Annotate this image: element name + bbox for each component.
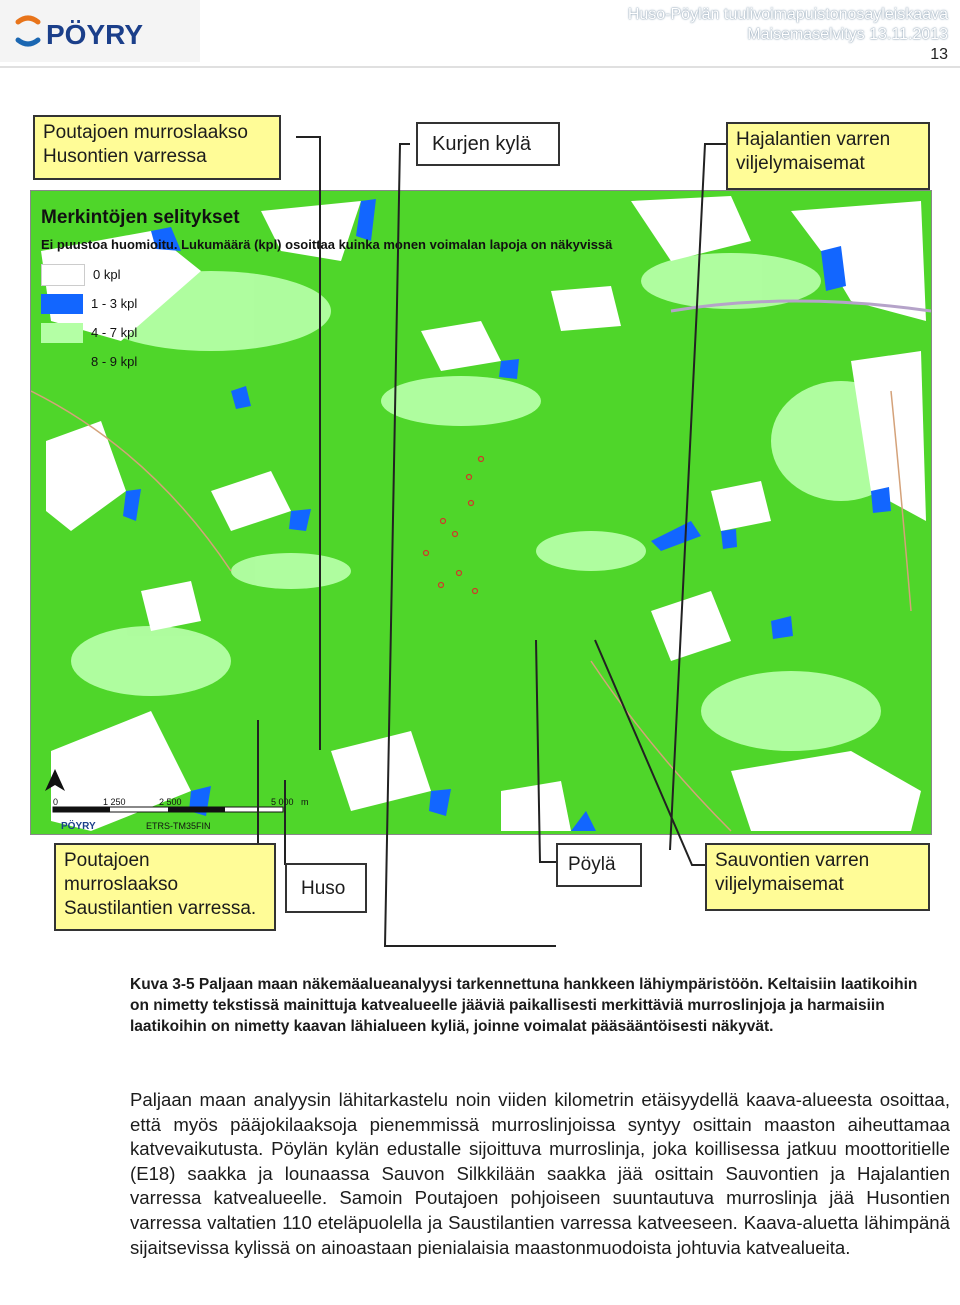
callout-huso: Huso [285, 863, 367, 913]
legend-label-2: 4 - 7 kpl [91, 325, 138, 340]
legend-label-0: 0 kpl [93, 267, 121, 282]
document-subtitle: Maisemaselvitys 13.11.2013 [747, 26, 948, 43]
scale-label-2500: 2 500 [159, 797, 182, 807]
document-title: Huso-Pöylän tuulivoimapuistonosayleiskaava [627, 6, 948, 23]
callout-poyla: Pöylä [556, 843, 642, 887]
callout-poutajoki-saustilantie: Poutajoen murroslaakso Saustilantien varressa. [54, 843, 276, 931]
legend-subtitle: Ei puustoa huomioitu. Lukumäärä (kpl) osoittaa kuinka monen voimalan lapoja on näkyvissä [41, 237, 613, 252]
figure-caption: Kuva 3-5 Paljaan maan näkemäalueanalyysi tarkennettuna hankkeen lähiympäristöön. Keltaisiin laatikoihin on nimetty tekstissä mainittuja katvealueelle jääviä paikallisesti merkittäviä murroslinjoja ja harmaisiin laatikoihin on nimetty kaavan lähialueen kyliä, joinne voimalat pääsääntöisesti näkyvät. [130, 976, 918, 1035]
callout-hajalantie: Hajalantien varren viljelymaisemat [726, 122, 930, 190]
scale-label-1250: 1 250 [103, 797, 126, 807]
scale-label-0: 0 [53, 797, 59, 807]
page-number: 13 [930, 46, 948, 63]
legend-label-1: 1 - 3 kpl [91, 296, 138, 311]
logo-text: PÖYRY [46, 19, 143, 50]
callout-sauvontie: Sauvontien varren viljelymaisemat [705, 843, 930, 911]
projection-label: ETRS-TM35FIN [146, 821, 211, 831]
legend-label-3: 8 - 9 kpl [91, 354, 138, 369]
callout-kurjen-kyla: Kurjen kylä [416, 122, 560, 166]
body-paragraph: Paljaan maan analyysin lähitarkastelu noin viiden kilometrin etäisyydellä kaava-alueesta osoittaa, että myös pääjokilaaksoja pienemmissä murroslinjoissa syntyy osittain maaston aiheuttamaa katvevaikutusta. Pöylän kylän edustalle sijoittuva murroslinja, joka koillisessa jatkuu moottoritielle (E18) saakka ja lounaassa Sauvon Silkkilään saakka jää osittain Sauvontien ja Hajalantien varressa katvealueelle. Samoin Poutajoen pohjoiseen suuntautuva murroslinja jää Husontien varressa valtatien 110 eteläpuolella ja Saustilantien varressa katveeseen. Kaava-aluetta lähimpänä sijaitsevissa kylissä on ainoastaan pienialaisia maastonmuodoista johtuvia katvealueita. [130, 1089, 950, 1258]
scale-unit: m [301, 797, 309, 807]
legend-title: Merkintöjen selitykset [41, 207, 240, 228]
map-logo: PÖYRY [61, 821, 96, 832]
scale-label-5000: 5 000 [271, 797, 294, 807]
callout-poutajoki-husontie: Poutajoen murroslaakso Husontien varressa [33, 115, 281, 180]
